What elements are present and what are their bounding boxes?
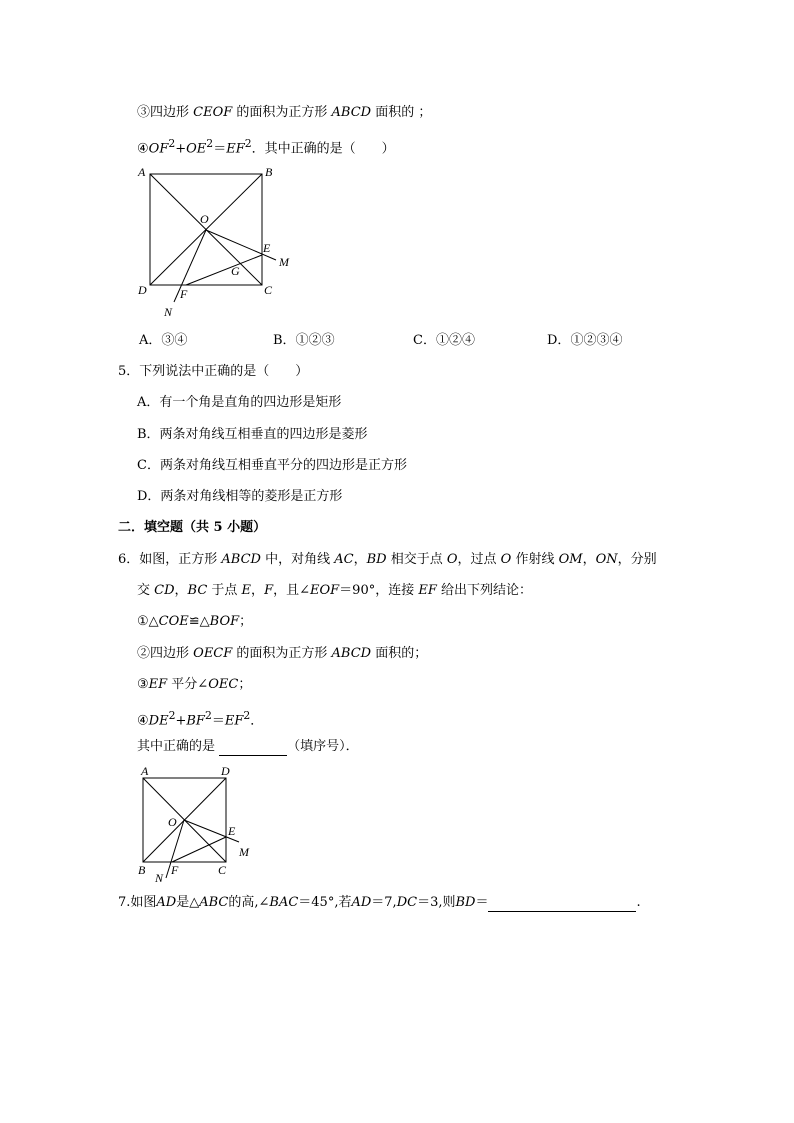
- q6-stem-line1: 6．如图，正方形 ABCD 中，对角线 AC，BD 相交于点 O，过点 O 作射线 OM，ON，分别: [118, 552, 657, 567]
- q6-statement-4: $④DE^2+BF^2=EF^2$．: [137, 709, 264, 729]
- q4-choice-d: D．①②③④: [547, 333, 623, 348]
- label-f: F: [171, 863, 179, 877]
- label-n: N: [155, 871, 164, 885]
- q4-choice-a: A．③④: [139, 333, 188, 348]
- q4-statement-3: ③四边形 CEOF 的面积为正方形 ABCD 面积的 ；: [137, 105, 432, 120]
- q4-choice-c: C．①②④: [413, 333, 475, 348]
- label-o: O: [168, 815, 177, 829]
- q5-stem: 5．下列说法中正确的是（ ）: [118, 364, 309, 379]
- segment-ef: [186, 255, 262, 285]
- q5-option-c: C．两条对角线互相垂直平分的四边形是正方形: [137, 458, 407, 473]
- label-m: M: [279, 255, 289, 269]
- answer-blank[interactable]: [219, 741, 287, 756]
- q5-option-a: A．有一个角是直角的四边形是矩形: [137, 395, 342, 410]
- answer-blank[interactable]: [488, 897, 636, 912]
- ray-on: [174, 230, 206, 302]
- label-f: F: [180, 287, 188, 301]
- section-heading: 二．填空题（共 5 小题）: [118, 520, 267, 535]
- q6-statement-3: ③EF 平分∠OEC；: [137, 677, 252, 692]
- label-d: D: [221, 764, 230, 778]
- label-b: B: [138, 863, 146, 877]
- q6-square-figure: [132, 760, 262, 885]
- q5-option-d: D．两条对角线相等的菱形是正方形: [137, 489, 343, 504]
- q6-answer-line: 其中正确的是 （填序号）．: [137, 739, 359, 754]
- label-m: M: [239, 845, 249, 859]
- label-c: C: [218, 863, 227, 877]
- q7-stem: 7.如图AD是△ABC的高,∠BAC＝45°,若AD＝7,DC＝3,则BD＝ .: [118, 895, 641, 910]
- label-d: D: [138, 283, 147, 297]
- q6-statement-1: ①△COE≌△BOF；: [137, 614, 253, 629]
- label-o: O: [200, 212, 209, 226]
- q6-statement-2: ②四边形 OECF 的面积为正方形 ABCD 面积的；: [137, 646, 428, 661]
- label-a: A: [141, 764, 149, 778]
- q5-option-b: B．两条对角线互相垂直的四边形是菱形: [137, 427, 368, 442]
- label-n: N: [164, 305, 173, 319]
- q4-statement-4: $④OF^2+OE^2=EF^2$．其中正确的是（ ）: [137, 137, 395, 157]
- q4-square-figure: [134, 162, 304, 322]
- label-e: E: [263, 241, 271, 255]
- label-c: C: [264, 283, 273, 297]
- label-e: E: [228, 824, 236, 838]
- segment-ef: [172, 837, 226, 862]
- q4-choice-b: B．①②③: [273, 333, 335, 348]
- label-b: B: [265, 165, 273, 179]
- circled-number: ③: [137, 105, 151, 120]
- label-g: G: [231, 264, 240, 278]
- q6-stem-line2: 交 CD，BC 于点 E，F，且∠EOF＝90°，连接 EF 给出下列结论：: [137, 583, 533, 598]
- label-a: A: [138, 165, 146, 179]
